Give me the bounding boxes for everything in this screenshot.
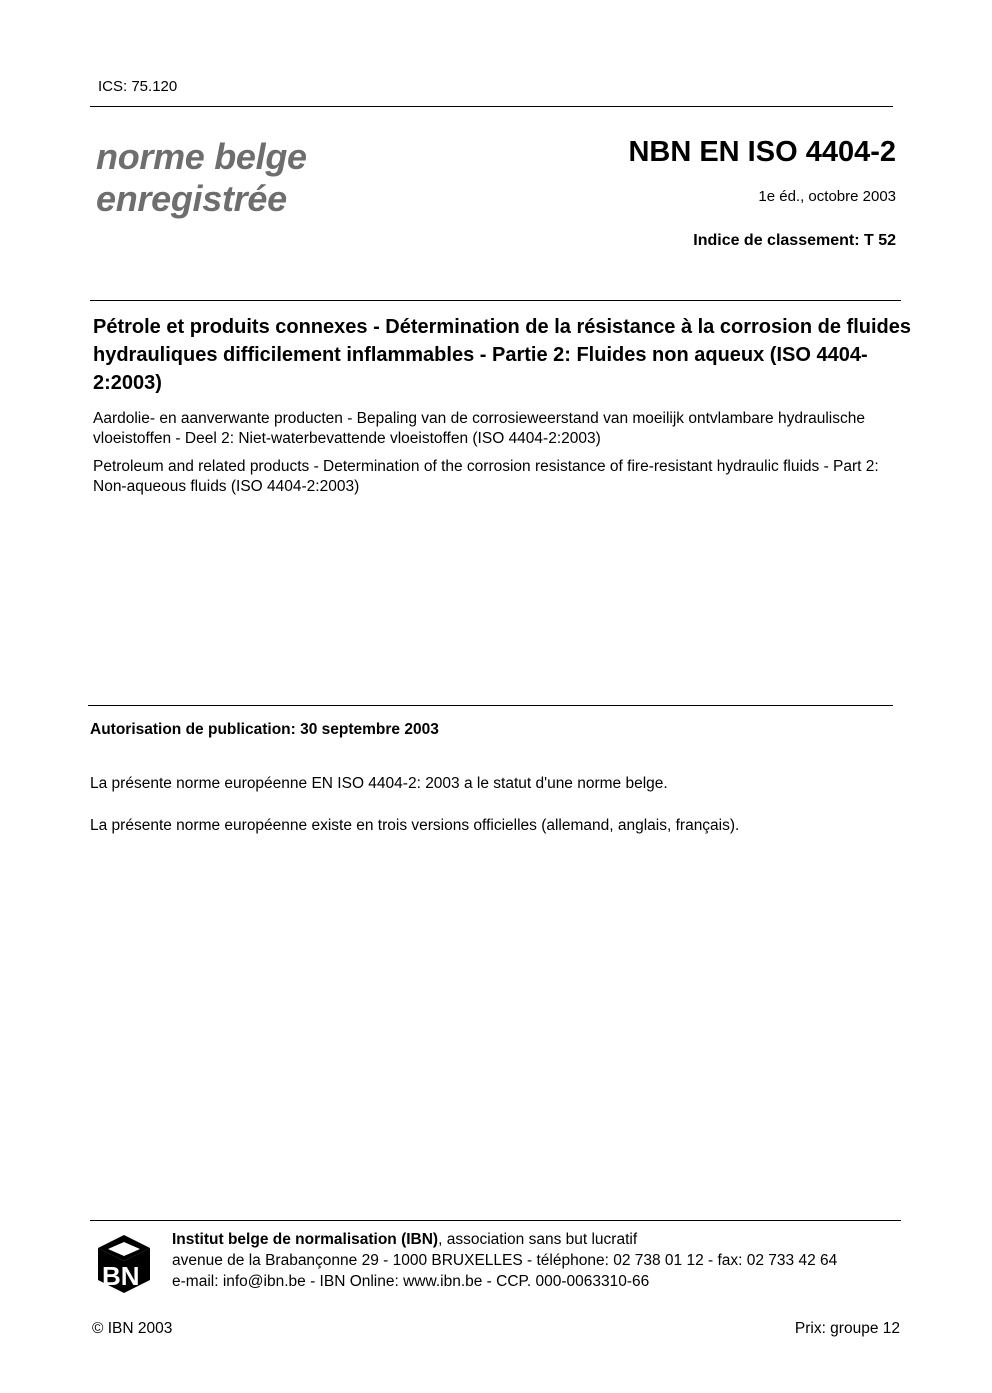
brand-line-1: norme belge [96,136,307,177]
brand-line-2: enregistrée [96,178,287,219]
institute-line [172,1229,912,1250]
institute-contact: e-mail: info@ibn.be - IBN Online: www.ibn.be - CCP. 000-0063310-66 [172,1273,650,1290]
institute-info [172,1229,912,1292]
body-divider [88,705,893,706]
copyright-notice: © IBN 2003 [92,1320,173,1337]
logo-lettering: BN [102,1261,140,1291]
title-english: Petroleum and related products - Determination of the corrosion resistance of fire-resistant hydraulic fluids - Part 2: Non-aqueous fluids (ISO 4404-2:2003) [93,458,879,495]
ics-code: ICS: 75.120 [98,78,178,95]
status-paragraph: La présente norme européenne EN ISO 4404-2: 2003 a le statut d'une norme belge. [90,775,668,792]
price-group: Prix: groupe 12 [794,1320,900,1337]
publication-authorization: Autorisation de publication: 30 septembre 2003 [90,721,439,738]
title-french: Pétrole et produits connexes - Détermination de la résistance à la corrosion de fluides hydrauliques difficilement inflammables - Partie 2: Fluides non aqueux (ISO 4404-2:2003) [93,316,912,394]
standard-number: NBN EN ISO 4404-2 [628,136,896,168]
institute-name: Institut belge de normalisation (IBN) [172,1231,439,1248]
title-dutch: Aardolie- en aanverwante producten - Bepaling van de corrosieweerstand van moeilijk ontvlambare hydraulische vloeistoffen - Deel 2: Niet-waterbevattende vloeistoffen (ISO 4404-2:2003) [93,410,865,447]
versions-paragraph: La présente norme européenne existe en trois versions officielles (allemand, anglais, français). [90,817,740,834]
institute-address: avenue de la Brabançonne 29 - 1000 BRUXELLES - téléphone: 02 738 01 12 - fax: 02 733 42 64 [172,1252,838,1269]
ibn-logo-icon [96,1233,152,1295]
footer-divider [90,1220,901,1221]
title-divider [90,300,901,301]
classification-index: Indice de classement: T 52 [693,232,896,249]
header-divider [90,106,893,107]
institute-suffix: , association sans but lucratif [438,1231,638,1248]
edition-date: 1e éd., octobre 2003 [758,188,896,205]
brand-title [96,136,307,220]
